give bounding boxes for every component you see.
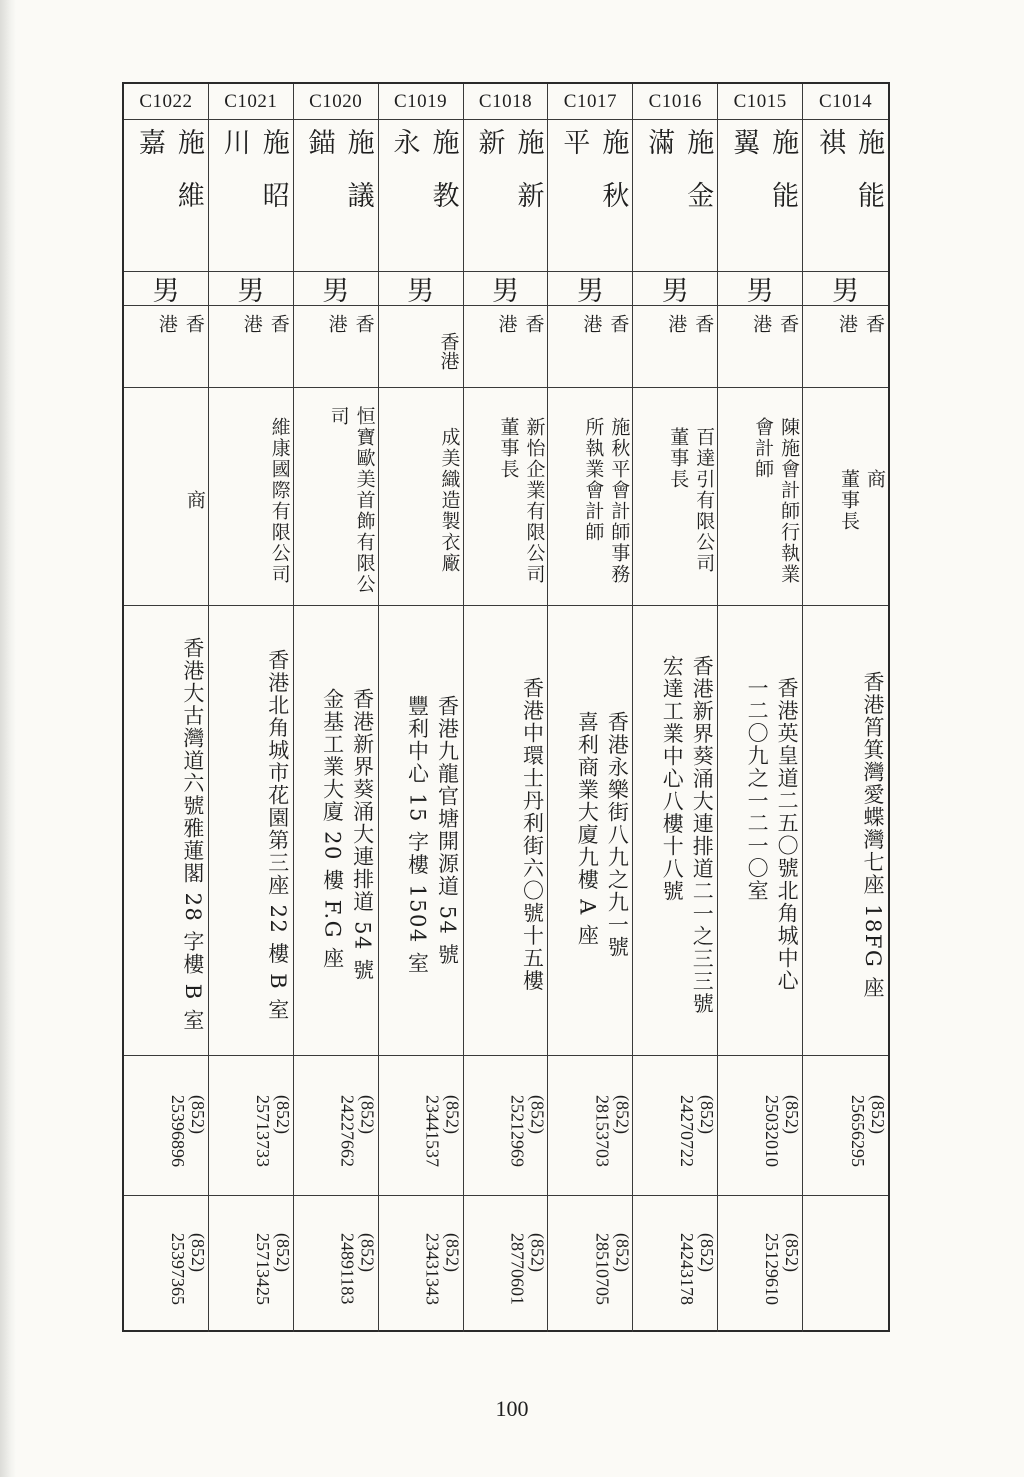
member-name: 施能翼 [718, 120, 803, 272]
member-address: 香港九龍官塘開源道 54 號 豐利中心 15 字樓 1504 室 [379, 606, 464, 1056]
member-fax: (852) 25397365 [124, 1196, 209, 1332]
member-origin: 香港 [633, 306, 718, 388]
member-origin: 香港 [464, 306, 549, 388]
member-code: C1016 [633, 84, 718, 120]
member-fax: (852) 23431343 [379, 1196, 464, 1332]
member-origin: 香港 [548, 306, 633, 388]
member-name: 施金滿 [633, 120, 718, 272]
member-name: 施新新 [464, 120, 549, 272]
member-phone: (852) 23441537 [379, 1056, 464, 1196]
member-code: C1017 [548, 84, 633, 120]
member-phone: (852) 24270722 [633, 1056, 718, 1196]
member-address: 香港英皇道二五〇號北角城中心 一二〇九之一二一〇室 [718, 606, 803, 1056]
member-origin: 香港 [379, 306, 464, 388]
member-address: 香港新界葵涌大連排道 54 號 金基工業大廈 20 樓 F.G 座 [294, 606, 379, 1056]
member-fax: (852) 24243178 [633, 1196, 718, 1332]
member-occupation: 維康國際有限公司 [209, 388, 294, 606]
member-fax [803, 1196, 888, 1332]
book-gutter-shadow [0, 0, 16, 1477]
member-address: 香港新界葵涌大連排道二一之三三號 宏達工業中心八樓十八號 [633, 606, 718, 1056]
member-occupation: 百達引有限公司 董事長 [633, 388, 718, 606]
member-fax: (852) 25713425 [209, 1196, 294, 1332]
member-gender: 男 [803, 272, 888, 306]
member-gender: 男 [464, 272, 549, 306]
member-origin: 香港 [209, 306, 294, 388]
member-phone: (852) 24227662 [294, 1056, 379, 1196]
member-origin: 香港 [294, 306, 379, 388]
member-code: C1019 [379, 84, 464, 120]
member-occupation: 陳施會計師行執業 會計師 [718, 388, 803, 606]
member-gender: 男 [294, 272, 379, 306]
member-gender: 男 [633, 272, 718, 306]
member-name: 施秋平 [548, 120, 633, 272]
member-origin: 香港 [124, 306, 209, 388]
member-code: C1021 [209, 84, 294, 120]
member-occupation: 恒寶歐美首飾有限公 司 [294, 388, 379, 606]
member-name: 施教永 [379, 120, 464, 272]
member-code: C1014 [803, 84, 888, 120]
member-phone: (852) 25656295 [803, 1056, 888, 1196]
member-code: C1015 [718, 84, 803, 120]
member-fax: (852) 28770601 [464, 1196, 549, 1332]
member-gender: 男 [124, 272, 209, 306]
page-number: 100 [495, 1396, 529, 1421]
member-address: 香港大古灣道六號雅蓮閣 28 字樓 B 室 [124, 606, 209, 1056]
member-name: 施維嘉 [124, 120, 209, 272]
member-fax: (852) 24891183 [294, 1196, 379, 1332]
member-code: C1022 [124, 84, 209, 120]
member-phone: (852) 28153703 [548, 1056, 633, 1196]
member-occupation: 成美織造製衣廠 [379, 388, 464, 606]
member-occupation: 商 董事長 [803, 388, 888, 606]
member-gender: 男 [209, 272, 294, 306]
member-fax: (852) 28510705 [548, 1196, 633, 1332]
member-origin: 香港 [803, 306, 888, 388]
member-directory-table [122, 82, 890, 1332]
member-gender: 男 [548, 272, 633, 306]
member-code: C1018 [464, 84, 549, 120]
member-address: 香港筲箕灣愛蝶灣七座 18FG 座 [803, 606, 888, 1056]
member-address: 香港北角城市花園第三座 22 樓 B 室 [209, 606, 294, 1056]
member-occupation: 施秋平會計師事務 所執業會計師 [548, 388, 633, 606]
member-occupation: 商 [124, 388, 209, 606]
member-phone: (852) 25396896 [124, 1056, 209, 1196]
member-name: 施議錨 [294, 120, 379, 272]
member-fax: (852) 25129610 [718, 1196, 803, 1332]
member-address: 香港中環士丹利街六〇號十五樓 [464, 606, 549, 1056]
member-phone: (852) 25212969 [464, 1056, 549, 1196]
member-phone: (852) 25713733 [209, 1056, 294, 1196]
member-address: 香港永樂街八九之九一號 喜利商業大廈九樓 A 座 [548, 606, 633, 1056]
member-name: 施能祺 [803, 120, 888, 272]
member-gender: 男 [718, 272, 803, 306]
member-code: C1020 [294, 84, 379, 120]
member-phone: (852) 25032010 [718, 1056, 803, 1196]
member-name: 施昭川 [209, 120, 294, 272]
member-origin: 香港 [718, 306, 803, 388]
member-gender: 男 [379, 272, 464, 306]
member-occupation: 新怡企業有限公司 董事長 [464, 388, 549, 606]
